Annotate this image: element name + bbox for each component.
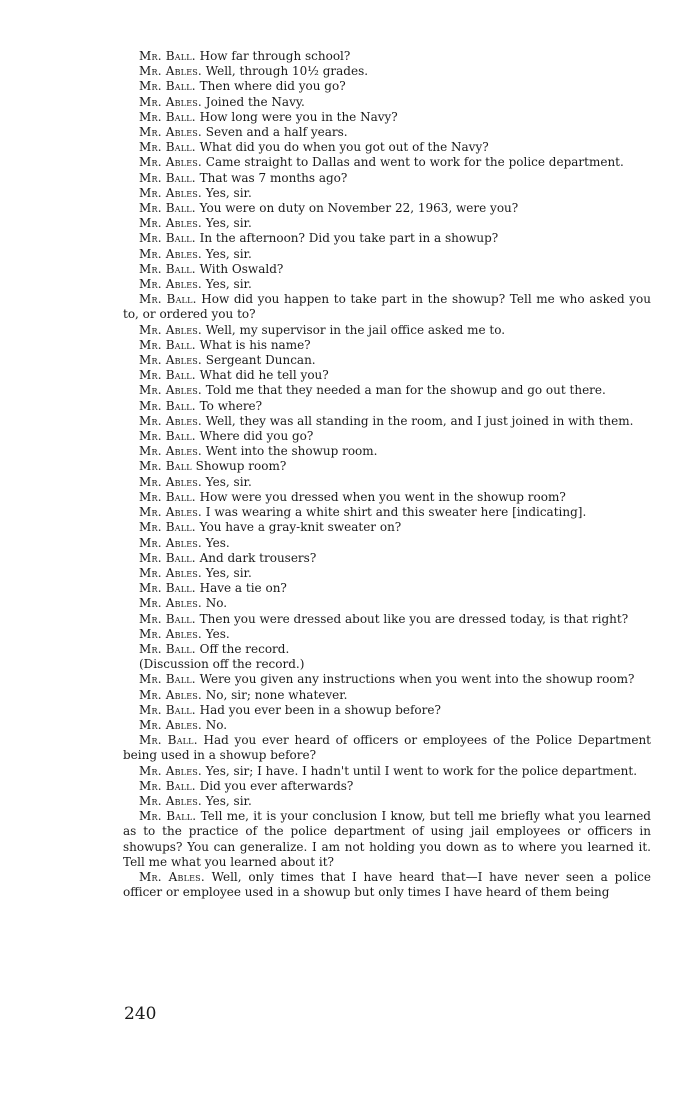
testimony-text: Yes, sir. bbox=[205, 216, 252, 231]
testimony-text: And dark trousers? bbox=[199, 550, 317, 565]
testimony-paragraph bbox=[123, 688, 651, 703]
testimony-paragraph bbox=[123, 247, 651, 262]
testimony-paragraph bbox=[123, 338, 651, 353]
testimony-text: Went into the showup room. bbox=[205, 444, 378, 459]
speaker-label: Mr. Ables. bbox=[139, 444, 202, 459]
speaker-label: Mr. Ball. bbox=[139, 489, 196, 504]
speaker-label: Mr. Ball. bbox=[139, 520, 196, 535]
testimony-text: You have a gray-knit sweater on? bbox=[199, 520, 402, 535]
speaker-label: Mr. Ball. bbox=[139, 809, 197, 824]
speaker-label: Mr. Ball. bbox=[139, 109, 196, 124]
speaker-label: Mr. Ball. bbox=[139, 292, 197, 307]
testimony-paragraph bbox=[123, 444, 651, 459]
speaker-label: Mr. Ball. bbox=[139, 231, 196, 246]
speaker-label: Mr. Ables. bbox=[139, 94, 202, 109]
testimony-paragraph bbox=[123, 718, 651, 733]
testimony-paragraph bbox=[123, 262, 651, 277]
testimony-paragraph bbox=[123, 764, 651, 779]
transcript-page bbox=[123, 49, 651, 900]
testimony-text: You were on duty on November 22, 1963, were you? bbox=[199, 201, 519, 216]
testimony-paragraph bbox=[123, 216, 651, 231]
testimony-paragraph bbox=[123, 809, 651, 870]
speaker-label: Mr. Ball bbox=[139, 459, 192, 474]
testimony-text: Seven and a half years. bbox=[205, 125, 348, 140]
speaker-label: Mr. Ball. bbox=[139, 201, 196, 216]
testimony-text: Had you ever heard of officers or employees of the Police Department being used in a showup before? bbox=[123, 733, 651, 763]
testimony-paragraph bbox=[123, 551, 651, 566]
speaker-label: Mr. Ball. bbox=[139, 140, 196, 155]
speaker-label: Mr. Ables. bbox=[139, 322, 202, 337]
testimony-text: Yes, sir; I have. I hadn't until I went to work for the police department. bbox=[205, 763, 638, 778]
testimony-text: What did you do when you got out of the Navy? bbox=[199, 140, 489, 155]
testimony-paragraph bbox=[123, 779, 651, 794]
testimony-paragraph bbox=[123, 520, 651, 535]
testimony-paragraph bbox=[123, 627, 651, 642]
testimony-text: Were you given any instructions when you went into the showup room? bbox=[199, 672, 635, 687]
testimony-paragraph bbox=[123, 536, 651, 551]
testimony-text: How did you happen to take part in the showup? Tell me who asked you to, or ordered you to? bbox=[123, 292, 651, 322]
speaker-label: Mr. Ables. bbox=[139, 626, 202, 641]
speaker-label: Mr. Ables. bbox=[139, 277, 202, 292]
testimony-paragraph bbox=[123, 596, 651, 611]
speaker-label: Mr. Ball. bbox=[139, 170, 196, 185]
testimony-paragraph bbox=[123, 201, 651, 216]
testimony-paragraph bbox=[123, 733, 651, 763]
testimony-paragraph bbox=[123, 155, 651, 170]
speaker-label: Mr. Ables. bbox=[139, 687, 202, 702]
testimony-text: What did he tell you? bbox=[199, 368, 329, 383]
testimony-paragraph bbox=[123, 368, 651, 383]
speaker-label: Mr. Ball. bbox=[139, 429, 196, 444]
speaker-label: Mr. Ables. bbox=[139, 717, 202, 732]
testimony-paragraph bbox=[123, 125, 651, 140]
speaker-label: Mr. Ball. bbox=[139, 368, 196, 383]
testimony-paragraph bbox=[123, 186, 651, 201]
testimony-paragraph bbox=[123, 429, 651, 444]
speaker-label: Mr. Ball. bbox=[139, 550, 196, 565]
testimony-text: Yes. bbox=[205, 535, 230, 550]
speaker-label: Mr. Ables. bbox=[139, 64, 202, 79]
testimony-paragraph bbox=[123, 703, 651, 718]
testimony-paragraph bbox=[123, 566, 651, 581]
testimony-paragraph bbox=[123, 95, 651, 110]
speaker-label: Mr. Ables. bbox=[139, 793, 202, 808]
testimony-paragraph bbox=[123, 231, 651, 246]
testimony-paragraph bbox=[123, 353, 651, 368]
testimony-paragraph bbox=[123, 581, 651, 596]
testimony-text: How were you dressed when you went in the showup room? bbox=[199, 489, 566, 504]
testimony-paragraph bbox=[123, 110, 651, 125]
testimony-text: In the afternoon? Did you take part in a showup? bbox=[199, 231, 499, 246]
testimony-text: How long were you in the Navy? bbox=[199, 109, 398, 124]
testimony-text: Yes, sir. bbox=[205, 565, 252, 580]
testimony-text: What is his name? bbox=[199, 337, 311, 352]
testimony-paragraph bbox=[123, 79, 651, 94]
testimony-paragraph bbox=[123, 399, 651, 414]
testimony-paragraph bbox=[123, 49, 651, 64]
speaker-label: Mr. Ables. bbox=[139, 155, 202, 170]
testimony-text: Well, they was all standing in the room, and I just joined in with them. bbox=[205, 413, 634, 428]
testimony-paragraph bbox=[123, 383, 651, 398]
testimony-text: Then you were dressed about like you are dressed today, is that right? bbox=[199, 611, 629, 626]
speaker-label: Mr. Ables. bbox=[139, 596, 202, 611]
testimony-text: Well, only times that I have heard that—I have never seen a police officer or employee used in a showup but only times I have heard of them being bbox=[123, 869, 651, 900]
speaker-label: Mr. Ables. bbox=[139, 763, 202, 778]
speaker-label: Mr. Ables. bbox=[139, 246, 202, 261]
testimony-paragraph bbox=[123, 505, 651, 520]
speaker-label: Mr. Ball. bbox=[139, 641, 196, 656]
testimony-text: Well, my supervisor in the jail office asked me to. bbox=[205, 322, 506, 337]
testimony-text: Came straight to Dallas and went to work for the police department. bbox=[205, 155, 624, 170]
speaker-label: Mr. Ables. bbox=[139, 413, 202, 428]
speaker-label: Mr. Ball. bbox=[139, 581, 196, 596]
testimony-paragraph bbox=[123, 323, 651, 338]
testimony-text: No. bbox=[205, 596, 228, 611]
testimony-text: Off the record. bbox=[199, 641, 290, 656]
speaker-label: Mr. Ables. bbox=[139, 565, 202, 580]
speaker-label: Mr. Ball. bbox=[139, 261, 196, 276]
testimony-text: Yes, sir. bbox=[205, 793, 252, 808]
testimony-text: Had you ever been in a showup before? bbox=[199, 702, 441, 717]
testimony-text: Did you ever afterwards? bbox=[199, 778, 354, 793]
testimony-text: No, sir; none whatever. bbox=[205, 687, 348, 702]
speaker-label: Mr. Ball. bbox=[139, 733, 198, 748]
testimony-paragraph bbox=[123, 612, 651, 627]
speaker-label: Mr. Ables. bbox=[139, 185, 202, 200]
testimony-text: That was 7 months ago? bbox=[199, 170, 348, 185]
testimony-paragraph bbox=[123, 292, 651, 322]
testimony-text: To where? bbox=[199, 398, 263, 413]
testimony-text: Have a tie on? bbox=[199, 581, 287, 596]
testimony-text: How far through school? bbox=[199, 49, 351, 63]
speaker-label: Mr. Ables. bbox=[139, 125, 202, 140]
testimony-text: Told me that they needed a man for the showup and go out there. bbox=[205, 383, 606, 398]
testimony-paragraph bbox=[123, 171, 651, 186]
testimony-text: (Discussion off the record.) bbox=[139, 657, 305, 672]
speaker-label: Mr. Ball. bbox=[139, 398, 196, 413]
testimony-paragraph bbox=[123, 140, 651, 155]
speaker-label: Mr. Ables. bbox=[139, 535, 202, 550]
testimony-text: Well, through 10½ grades. bbox=[205, 64, 369, 79]
page-number: 240 bbox=[124, 1004, 157, 1024]
speaker-label: Mr. Ball. bbox=[139, 611, 196, 626]
testimony-text: Sergeant Duncan. bbox=[205, 353, 316, 368]
testimony-text: Then where did you go? bbox=[199, 79, 346, 94]
testimony-text: Joined the Navy. bbox=[205, 94, 305, 109]
testimony-paragraph bbox=[123, 794, 651, 809]
speaker-label: Mr. Ball. bbox=[139, 337, 196, 352]
testimony-text: No. bbox=[205, 717, 228, 732]
record-note bbox=[123, 657, 651, 672]
speaker-label: Mr. Ball. bbox=[139, 79, 196, 94]
testimony-paragraph bbox=[123, 490, 651, 505]
speaker-label: Mr. Ables. bbox=[139, 505, 202, 520]
speaker-label: Mr. Ables. bbox=[139, 474, 202, 489]
testimony-paragraph bbox=[123, 642, 651, 657]
testimony-paragraph bbox=[123, 64, 651, 79]
testimony-paragraph bbox=[123, 277, 651, 292]
testimony-paragraph bbox=[123, 672, 651, 687]
testimony-text: Yes, sir. bbox=[205, 474, 252, 489]
speaker-label: Mr. Ables. bbox=[139, 216, 202, 231]
testimony-text: Yes, sir. bbox=[205, 185, 252, 200]
testimony-text: Yes, sir. bbox=[205, 277, 252, 292]
speaker-label: Mr. Ball. bbox=[139, 778, 196, 793]
testimony-text: Where did you go? bbox=[199, 429, 314, 444]
speaker-label: Mr. Ables. bbox=[139, 353, 202, 368]
testimony-text: Showup room? bbox=[195, 459, 287, 474]
testimony-paragraph bbox=[123, 459, 651, 474]
testimony-text: I was wearing a white shirt and this sweater here [indicating]. bbox=[205, 505, 587, 520]
testimony-paragraph bbox=[123, 475, 651, 490]
speaker-label: Mr. Ball. bbox=[139, 702, 196, 717]
speaker-label: Mr. Ball. bbox=[139, 49, 196, 63]
testimony-paragraph bbox=[123, 414, 651, 429]
speaker-label: Mr. Ball. bbox=[139, 672, 196, 687]
testimony-text: Tell me, it is your conclusion I know, but tell me briefly what you learned as to the practice of the police department of using jail employees or officers in showups? You can generalize. I am not holding you down as to where you learned it. Tell me what you learned about it? bbox=[123, 809, 651, 869]
testimony-paragraph bbox=[123, 870, 651, 900]
testimony-text: With Oswald? bbox=[199, 261, 284, 276]
speaker-label: Mr. Ables. bbox=[139, 869, 205, 884]
testimony-text: Yes. bbox=[205, 626, 230, 641]
speaker-label: Mr. Ables. bbox=[139, 383, 202, 398]
testimony-text: Yes, sir. bbox=[205, 246, 252, 261]
